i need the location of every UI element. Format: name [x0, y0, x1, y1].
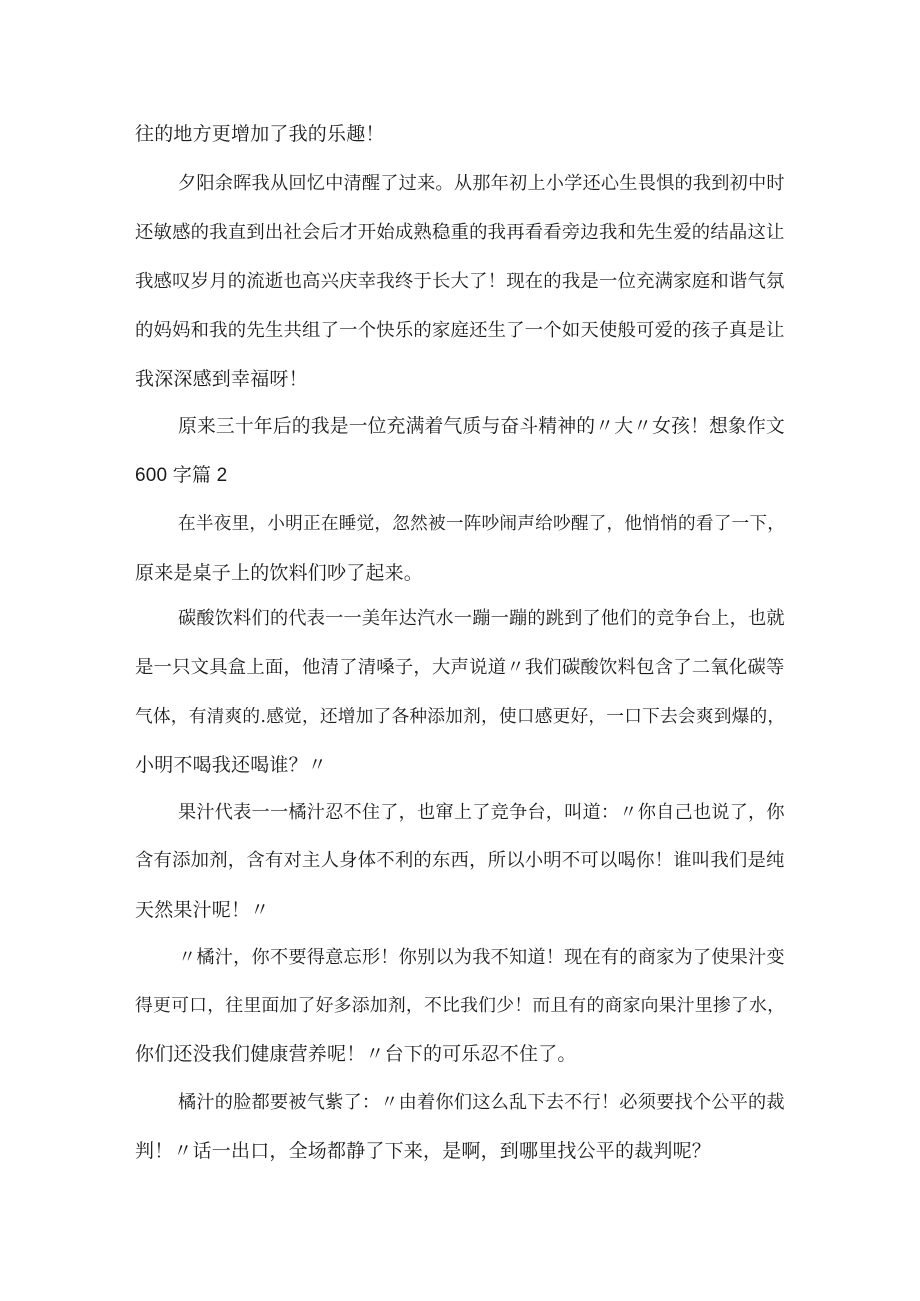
- text-line: 还敏感的我直到出社会后才开始成熟稳重的我再看看旁边我和先生爱的结晶这让: [135, 222, 785, 243]
- text-line: 600 字篇 2: [135, 465, 228, 486]
- text-line: 得更可口，往里面加了好多添加剂，不比我们少！而且有的商家向果汁里掺了水，: [135, 995, 786, 1016]
- text-line: 果汁代表一一橘汁忍不住了，也窜上了竞争台，叫道：〃你自己也说了，你: [178, 802, 785, 823]
- text-line: 〃橘汁，你不要得意忘形！你别以为我不知道！现在有的商家为了使果汁变: [178, 947, 785, 968]
- text-line: 往的地方更增加了我的乐趣！: [135, 123, 385, 145]
- text-line: 小明不喝我还喝谁？〃: [135, 754, 328, 776]
- text-line: 在半夜里，小明正在睡觉，忽然被一阵吵闹声给吵醒了，他悄悄的看了一下，: [178, 514, 786, 534]
- text-line: 含有添加剂，含有对主人身体不利的东西，所以小明不可以喝你！谁叫我们是纯: [135, 850, 785, 871]
- text-line: 天然果汁呢！〃: [135, 899, 270, 921]
- text-line: 我深深感到幸福呀！: [135, 368, 308, 390]
- text-line: 气体，有清爽的.感觉，还增加了各种添加剂，使口感更好，一口下去会爽到爆的，: [135, 707, 786, 727]
- text-line: 橘汁的脸都要被气紫了：〃由着你们这么乱下去不行！必须要找个公平的裁: [178, 1092, 785, 1113]
- text-line: 碳酸饮料们的代表一一美年达汽水一蹦一蹦的跳到了他们的竞争台上，也就: [178, 608, 785, 629]
- text-line: 判！〃话一出口，全场都静了下来，是啊，到哪里找公平的裁判呢？: [135, 1140, 712, 1162]
- text-line: 你们还没我们健康营养呢！〃台下的可乐忍不住了。: [135, 1043, 577, 1065]
- text-line: 原来三十年后的我是一位充满着气质与奋斗精神的〃大〃女孩！想象作文: [178, 416, 785, 437]
- text-line: 的妈妈和我的先生共组了一个快乐的家庭还生了一个如天使般可爱的孩子真是让: [135, 320, 785, 341]
- text-line: 夕阳余晖我从回忆中清醒了过来。从那年初上小学还心生畏惧的我到初中时: [178, 173, 785, 194]
- text-line: 我感叹岁月的流逝也高兴庆幸我终于长大了！现在的我是一位充满家庭和谐气氛: [135, 271, 785, 292]
- text-line: 原来是桌子上的饮料们吵了起来。: [135, 562, 424, 584]
- text-line: 是一只文具盒上面，他清了清嗓子，大声说道〃我们碳酸饮料包含了二氧化碳等: [135, 657, 785, 678]
